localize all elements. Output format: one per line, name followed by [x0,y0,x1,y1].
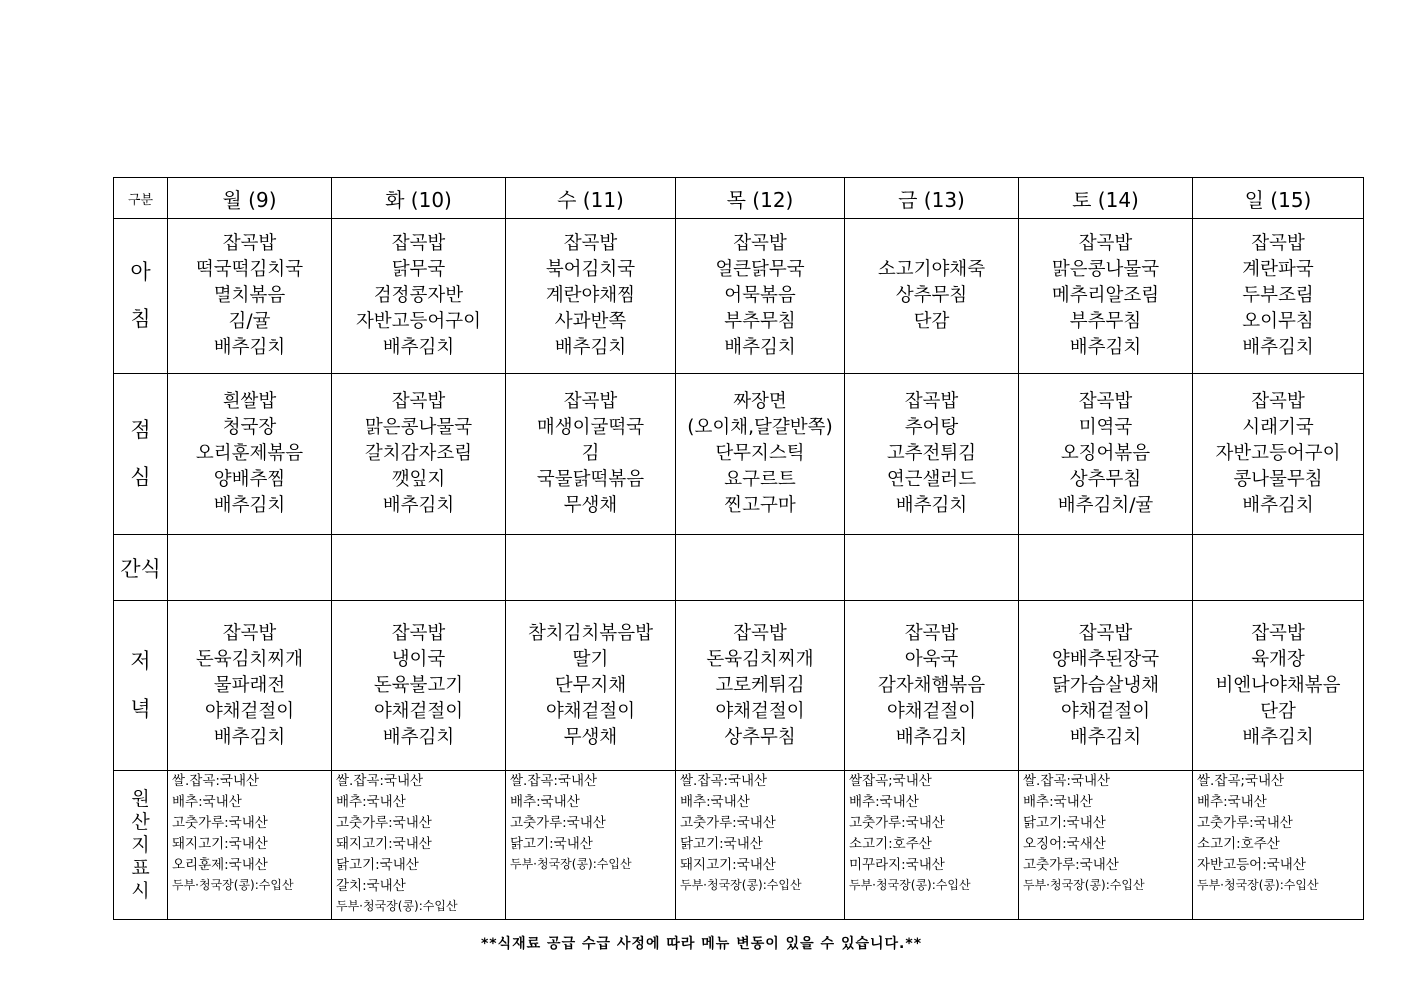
menu-item: 배추김치 [1069,337,1142,358]
dinner-menu-cell [676,601,845,771]
menu-item: 계란야채찜 [545,285,636,306]
origin-line: 두부·청국장(콩):수입산 [680,878,802,892]
origin-line: 두부·청국장(콩):수입산 [336,899,458,913]
menu-item: 잡곡밥 [563,233,618,254]
menu-item: 잡곡밥 [1078,622,1133,644]
menu-item: 고로케튀김 [715,674,805,696]
lunch-menu-cell [1193,374,1364,535]
snack-cell [845,535,1019,601]
breakfast-menu-cell [506,219,676,374]
menu-item: 연근샐러드 [886,469,977,490]
snack-cell [676,535,845,601]
lunch-menu-cell [332,374,506,535]
origin-line: 고춧가루:국내산 [1023,857,1119,873]
menu-item: 청국장 [222,417,277,438]
origin-line: 두부·청국장(콩):수입산 [849,878,971,892]
menu-item: 자반고등어구이 [355,311,482,332]
menu-item: 무생채 [563,495,618,516]
menu-item: 흰쌀밥 [222,391,277,412]
menu-item: 양배추된장국 [1051,648,1160,670]
menu-item: 두부조림 [1242,285,1314,306]
menu-item: (오이채,달걀반쪽) [687,417,833,438]
row-label-char: 시 [131,879,150,902]
dinner-label [114,601,168,771]
menu-item: 잡곡밥 [733,233,787,254]
row-label-char: 침 [130,307,151,331]
menu-item: 계란파국 [1242,259,1314,280]
row-label-char: 표 [131,856,150,879]
lunch-menu-cell [676,374,845,535]
origin-line: 배추:국내산 [849,794,919,810]
breakfast-menu-cell [332,219,506,374]
row-label-char: 저 [130,649,151,674]
menu-item: 배추김치 [1242,495,1314,516]
origin-line: 돼지고기:국내산 [172,836,268,852]
lunch-menu-cell [1019,374,1193,535]
origin-line: 배추:국내산 [680,794,750,810]
origin-cell [168,771,332,920]
menu-item: 무생채 [563,726,618,748]
menu-item: 배추김치 [382,337,455,358]
menu-item: 단무지스틱 [715,443,805,464]
origin-line: 돼지고기:국내산 [336,836,432,852]
row-label-char: 지 [131,833,150,856]
origin-line: 쌀.잡곡;국내산 [1197,773,1285,789]
origin-line: 두부·청국장(콩):수입산 [510,857,632,871]
day-header: 토 (14) [1019,178,1193,219]
origin-line: 돼지고기:국내산 [680,857,776,873]
menu-item: 북어김치국 [545,259,636,280]
origin-line: 쌀.잡곡:국내산 [1023,773,1111,789]
menu-item: 매생이굴떡국 [536,417,645,438]
menu-item: 맑은콩나물국 [1051,259,1160,280]
dinner-menu-cell [332,601,506,771]
dinner-menu-cell [168,601,332,771]
lunch-menu-cell [845,374,1019,535]
menu-item: 단감 [913,311,950,332]
row-label-char: 산 [131,810,150,833]
menu-item: 배추김치 [1069,726,1142,748]
menu-item: 잡곡밥 [222,233,277,254]
day-header: 일 (15) [1193,178,1364,219]
menu-item: 야채겉절이 [1060,700,1151,722]
menu-item: 잡곡밥 [904,622,959,644]
day-header: 월 (9) [168,178,332,219]
lunch-menu-cell [506,374,676,535]
origin-line: 쌀.잡곡:국내산 [336,773,424,789]
menu-item: 오리훈제볶음 [195,443,304,464]
origin-line: 소고기:호주산 [849,836,932,852]
row-label-char: 녁 [130,696,151,721]
origin-cell [1019,771,1193,920]
breakfast-menu-cell [168,219,332,374]
menu-item: 잡곡밥 [1251,622,1305,644]
menu-item: 깻잎지 [391,469,446,490]
origin-line: 고춧가루:국내산 [510,815,606,831]
header-row [114,178,1364,219]
menu-item: 잡곡밥 [1251,391,1305,412]
origin-cell [845,771,1019,920]
menu-item: 물파래전 [213,674,286,696]
menu-item: 배추김치 [213,726,286,748]
day-header: 목 (12) [676,178,845,219]
day-header: 화 (10) [332,178,506,219]
breakfast-menu-cell [1193,219,1364,374]
menu-item: 김/귤 [228,311,271,332]
menu-item: 딸기 [572,648,609,670]
row-label-char: 점 [130,417,151,442]
snack-cell [1193,535,1364,601]
menu-item: 사과반쪽 [554,311,627,332]
origin-line: 배추:국내산 [1023,794,1093,810]
menu-item: 닭무국 [391,259,446,280]
menu-item: 돈육김치찌개 [706,648,814,670]
menu-item: 잡곡밥 [1078,391,1133,412]
weekly-menu-sheet [113,177,1363,920]
origin-line: 고춧가루:국내산 [680,815,776,831]
origin-line: 갈치:국내산 [336,878,406,894]
snack-cell [168,535,332,601]
menu-item: 얼큰닭무국 [715,259,805,280]
lunch-label [114,374,168,535]
menu-item: 찐고구마 [724,495,796,516]
day-header: 수 (11) [506,178,676,219]
menu-item: 국물닭떡볶음 [536,469,645,490]
menu-item: 돈육불고기 [373,674,464,696]
menu-item: 배추김치 [382,726,455,748]
menu-item: 아욱국 [904,648,959,670]
menu-item: 시래기국 [1242,417,1314,438]
dinner-menu-cell [1193,601,1364,771]
menu-item: 배추김치 [382,495,455,516]
menu-item: 야채겉절이 [545,700,636,722]
origin-label [114,771,168,920]
menu-item: 요구르트 [724,469,796,490]
menu-item: 오이무침 [1242,311,1314,332]
origin-line: 고춧가루:국내산 [849,815,945,831]
lunch-menu-cell [168,374,332,535]
menu-item: 메추리알조림 [1051,285,1160,306]
menu-item: 감자채햄볶음 [877,674,986,696]
origin-line: 배추:국내산 [336,794,406,810]
menu-item: 맑은콩나물국 [364,417,473,438]
dinner-menu-cell [506,601,676,771]
menu-item: 잡곡밥 [1251,233,1305,254]
origin-row [114,771,1364,920]
menu-item: 냉이국 [391,648,446,670]
origin-line: 미꾸라지:국내산 [849,857,945,873]
origin-cell [1193,771,1364,920]
origin-line: 닭고기:국내산 [336,857,419,873]
menu-item: 잡곡밥 [904,391,959,412]
snack-cell [1019,535,1193,601]
menu-item: 콩나물무침 [1233,469,1323,490]
origin-line: 닭고기:국내산 [510,836,593,852]
dinner-menu-cell [1019,601,1193,771]
menu-item: 추어탕 [904,417,959,438]
menu-item: 갈치감자조림 [364,443,473,464]
menu-item: 배추김치 [895,726,968,748]
menu-item: 배추김치 [213,495,286,516]
menu-item: 상추무침 [1069,469,1142,490]
origin-line: 오징어:국새산 [1023,836,1106,852]
snack-cell [506,535,676,601]
origin-cell [332,771,506,920]
menu-item: 상추무침 [724,726,796,748]
row-label-char: 원 [131,787,150,810]
origin-line: 배추:국내산 [510,794,580,810]
menu-item: 단감 [1260,700,1296,722]
menu-item: 배추김치 [724,337,796,358]
breakfast-menu-cell [1019,219,1193,374]
origin-line: 고춧가루:국내산 [1197,815,1293,831]
breakfast-menu-cell [676,219,845,374]
origin-line: 쌀.잡곡:국내산 [510,773,598,789]
menu-item: 배추김치/귤 [1057,495,1154,516]
menu-item: 상추무침 [895,285,968,306]
menu-item: 참치김치볶음밥 [527,622,654,644]
origin-line: 소고기:호주산 [1197,836,1280,852]
snack-label: 간식 [114,535,168,601]
menu-change-notice: **식재료 공급 수급 사정에 따라 메뉴 변동이 있을 수 있습니다.** [480,936,923,952]
breakfast-label [114,219,168,374]
origin-line: 고춧가루:국내산 [172,815,268,831]
breakfast-row [114,219,1364,374]
snack-row [114,535,1364,601]
origin-cell [676,771,845,920]
menu-item: 양배추찜 [213,469,286,490]
origin-line: 배추:국내산 [172,794,242,810]
menu-item: 야채겉절이 [715,700,805,722]
snack-cell [332,535,506,601]
menu-item: 잡곡밥 [391,622,446,644]
row-label-char: 심 [130,465,151,489]
menu-item: 부추무침 [1069,311,1142,332]
menu-item: 자반고등어구이 [1215,443,1341,464]
menu-item: 배추김치 [554,337,627,358]
breakfast-menu-cell [845,219,1019,374]
origin-line: 쌀잡곡;국내산 [849,773,932,789]
day-header: 금 (13) [845,178,1019,219]
origin-line: 두부·청국장(콩):수입산 [1023,878,1145,892]
origin-cell [506,771,676,920]
menu-item: 야채겉절이 [373,700,464,722]
menu-item: 짜장면 [733,391,787,412]
corner-header: 구분 [114,178,168,219]
origin-line: 두부·청국장(콩):수입산 [172,878,294,892]
menu-item: 검정콩자반 [373,285,464,306]
menu-item: 부추무침 [724,311,796,332]
menu-item: 돈육김치찌개 [195,648,304,670]
menu-item: 닭가슴살냉채 [1051,674,1160,696]
lunch-row [114,374,1364,535]
menu-item: 잡곡밥 [563,391,618,412]
menu-item: 야채겉절이 [886,700,977,722]
menu-item: 어묵볶음 [724,285,796,306]
menu-item: 잡곡밥 [391,391,446,412]
origin-line: 닭고기:국내산 [1023,815,1106,831]
menu-item: 육개장 [1251,648,1305,670]
menu-item: 잡곡밥 [1078,233,1133,254]
origin-line: 고춧가루:국내산 [336,815,432,831]
menu-item: 단무지채 [554,674,627,696]
menu-item: 오징어볶음 [1060,443,1151,464]
origin-line: 오리훈제:국내산 [172,857,268,873]
menu-item: 미역국 [1078,417,1133,438]
origin-line: 쌀.잡곡:국내산 [680,773,768,789]
row-label-char: 아 [130,259,151,284]
origin-line: 자반고등어:국내산 [1197,857,1306,873]
menu-table [113,177,1364,920]
origin-line: 닭고기:국내산 [680,836,763,852]
menu-item: 비엔나야채볶음 [1215,674,1341,696]
dinner-row [114,601,1364,771]
menu-item: 고추전튀김 [886,443,977,464]
origin-line: 쌀.잡곡:국내산 [172,773,260,789]
menu-item: 야채겉절이 [204,700,295,722]
menu-item: 배추김치 [1242,337,1314,358]
menu-item: 배추김치 [895,495,968,516]
menu-item: 배추김치 [213,337,286,358]
origin-line: 배추:국내산 [1197,794,1267,810]
menu-item: 소고기야채죽 [877,259,986,280]
origin-line: 두부·청국장(콩):수입산 [1197,878,1319,892]
menu-item: 잡곡밥 [391,233,446,254]
dinner-menu-cell [845,601,1019,771]
menu-item: 배추김치 [1242,726,1314,748]
menu-item: 떡국떡김치국 [195,259,304,280]
menu-item: 잡곡밥 [733,622,787,644]
menu-item: 잡곡밥 [222,622,277,644]
menu-item: 김 [581,443,600,464]
menu-item: 멸치볶음 [213,285,286,306]
